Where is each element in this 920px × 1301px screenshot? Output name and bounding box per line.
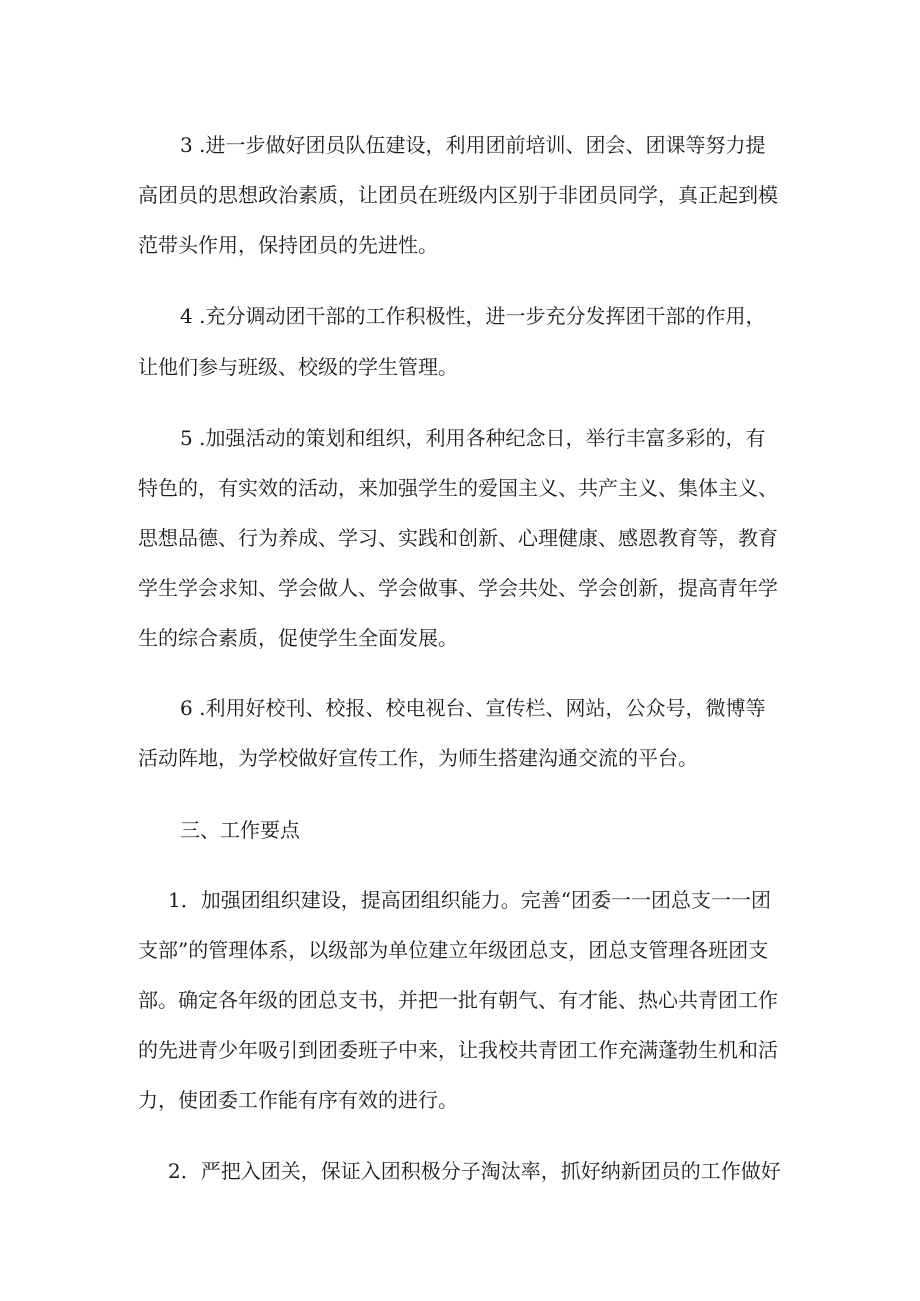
item5-line3: 思想品德、行为养成、学习、实践和创新、心理健康、感恩教育等，教育: [138, 526, 778, 550]
point1-line5: 力，使团委工作能有序有效的进行。: [138, 1088, 458, 1112]
item5-line5: 生的综合素质，促使学生全面发展。: [138, 626, 458, 650]
item5-line1: 5 .加强活动的策划和组织，利用各种纪念日，举行丰富多彩的，有: [180, 426, 766, 450]
point1-line2: 支部”的管理体系，以级部为单位建立年级团总支，团总支管理各班团支: [138, 938, 769, 962]
point1-line1: 1．加强团组织建设，提高团组织能力。完善“团委一一团总支一一团: [168, 888, 771, 912]
item6-line2: 活动阵地，为学校做好宣传工作，为师生搭建沟通交流的平台。: [138, 746, 698, 770]
item3-line3: 范带头作用，保持团员的先进性。: [138, 233, 438, 257]
item5-line4: 学生学会求知、学会做人、学会做事、学会共处、学会创新，提高青年学: [138, 576, 778, 600]
item4-line2: 让他们参与班级、校级的学生管理。: [138, 355, 458, 379]
item3-line2: 高团员的思想政治素质，让团员在班级内区别于非团员同学，真正起到模: [138, 183, 778, 207]
item5-line2: 特色的，有实效的活动，来加强学生的爱国主义、共产主义、集体主义、: [138, 476, 778, 500]
point1-line3: 部。确定各年级的团总支书，并把一批有朝气、有才能、热心共青团工作: [138, 988, 778, 1012]
item3-line1: 3 .进一步做好团员队伍建设，利用团前培训、团会、团课等努力提: [180, 133, 766, 157]
point1-line4: 的先进青少年吸引到团委班子中来，让我校共青团工作充满蓬勃生机和活: [138, 1038, 778, 1062]
item4-line1: 4 .充分调动团干部的工作积极性，进一步充分发挥团干部的作用，: [180, 304, 766, 328]
item6-line1: 6 .利用好校刊、校报、校电视台、宣传栏、网站，公众号，微博等: [180, 696, 766, 720]
point2-line1: 2．严把入团关，保证入团积极分子淘汰率，抓好纳新团员的工作做好: [168, 1159, 781, 1183]
section3-heading: 三、工作要点: [180, 818, 300, 842]
